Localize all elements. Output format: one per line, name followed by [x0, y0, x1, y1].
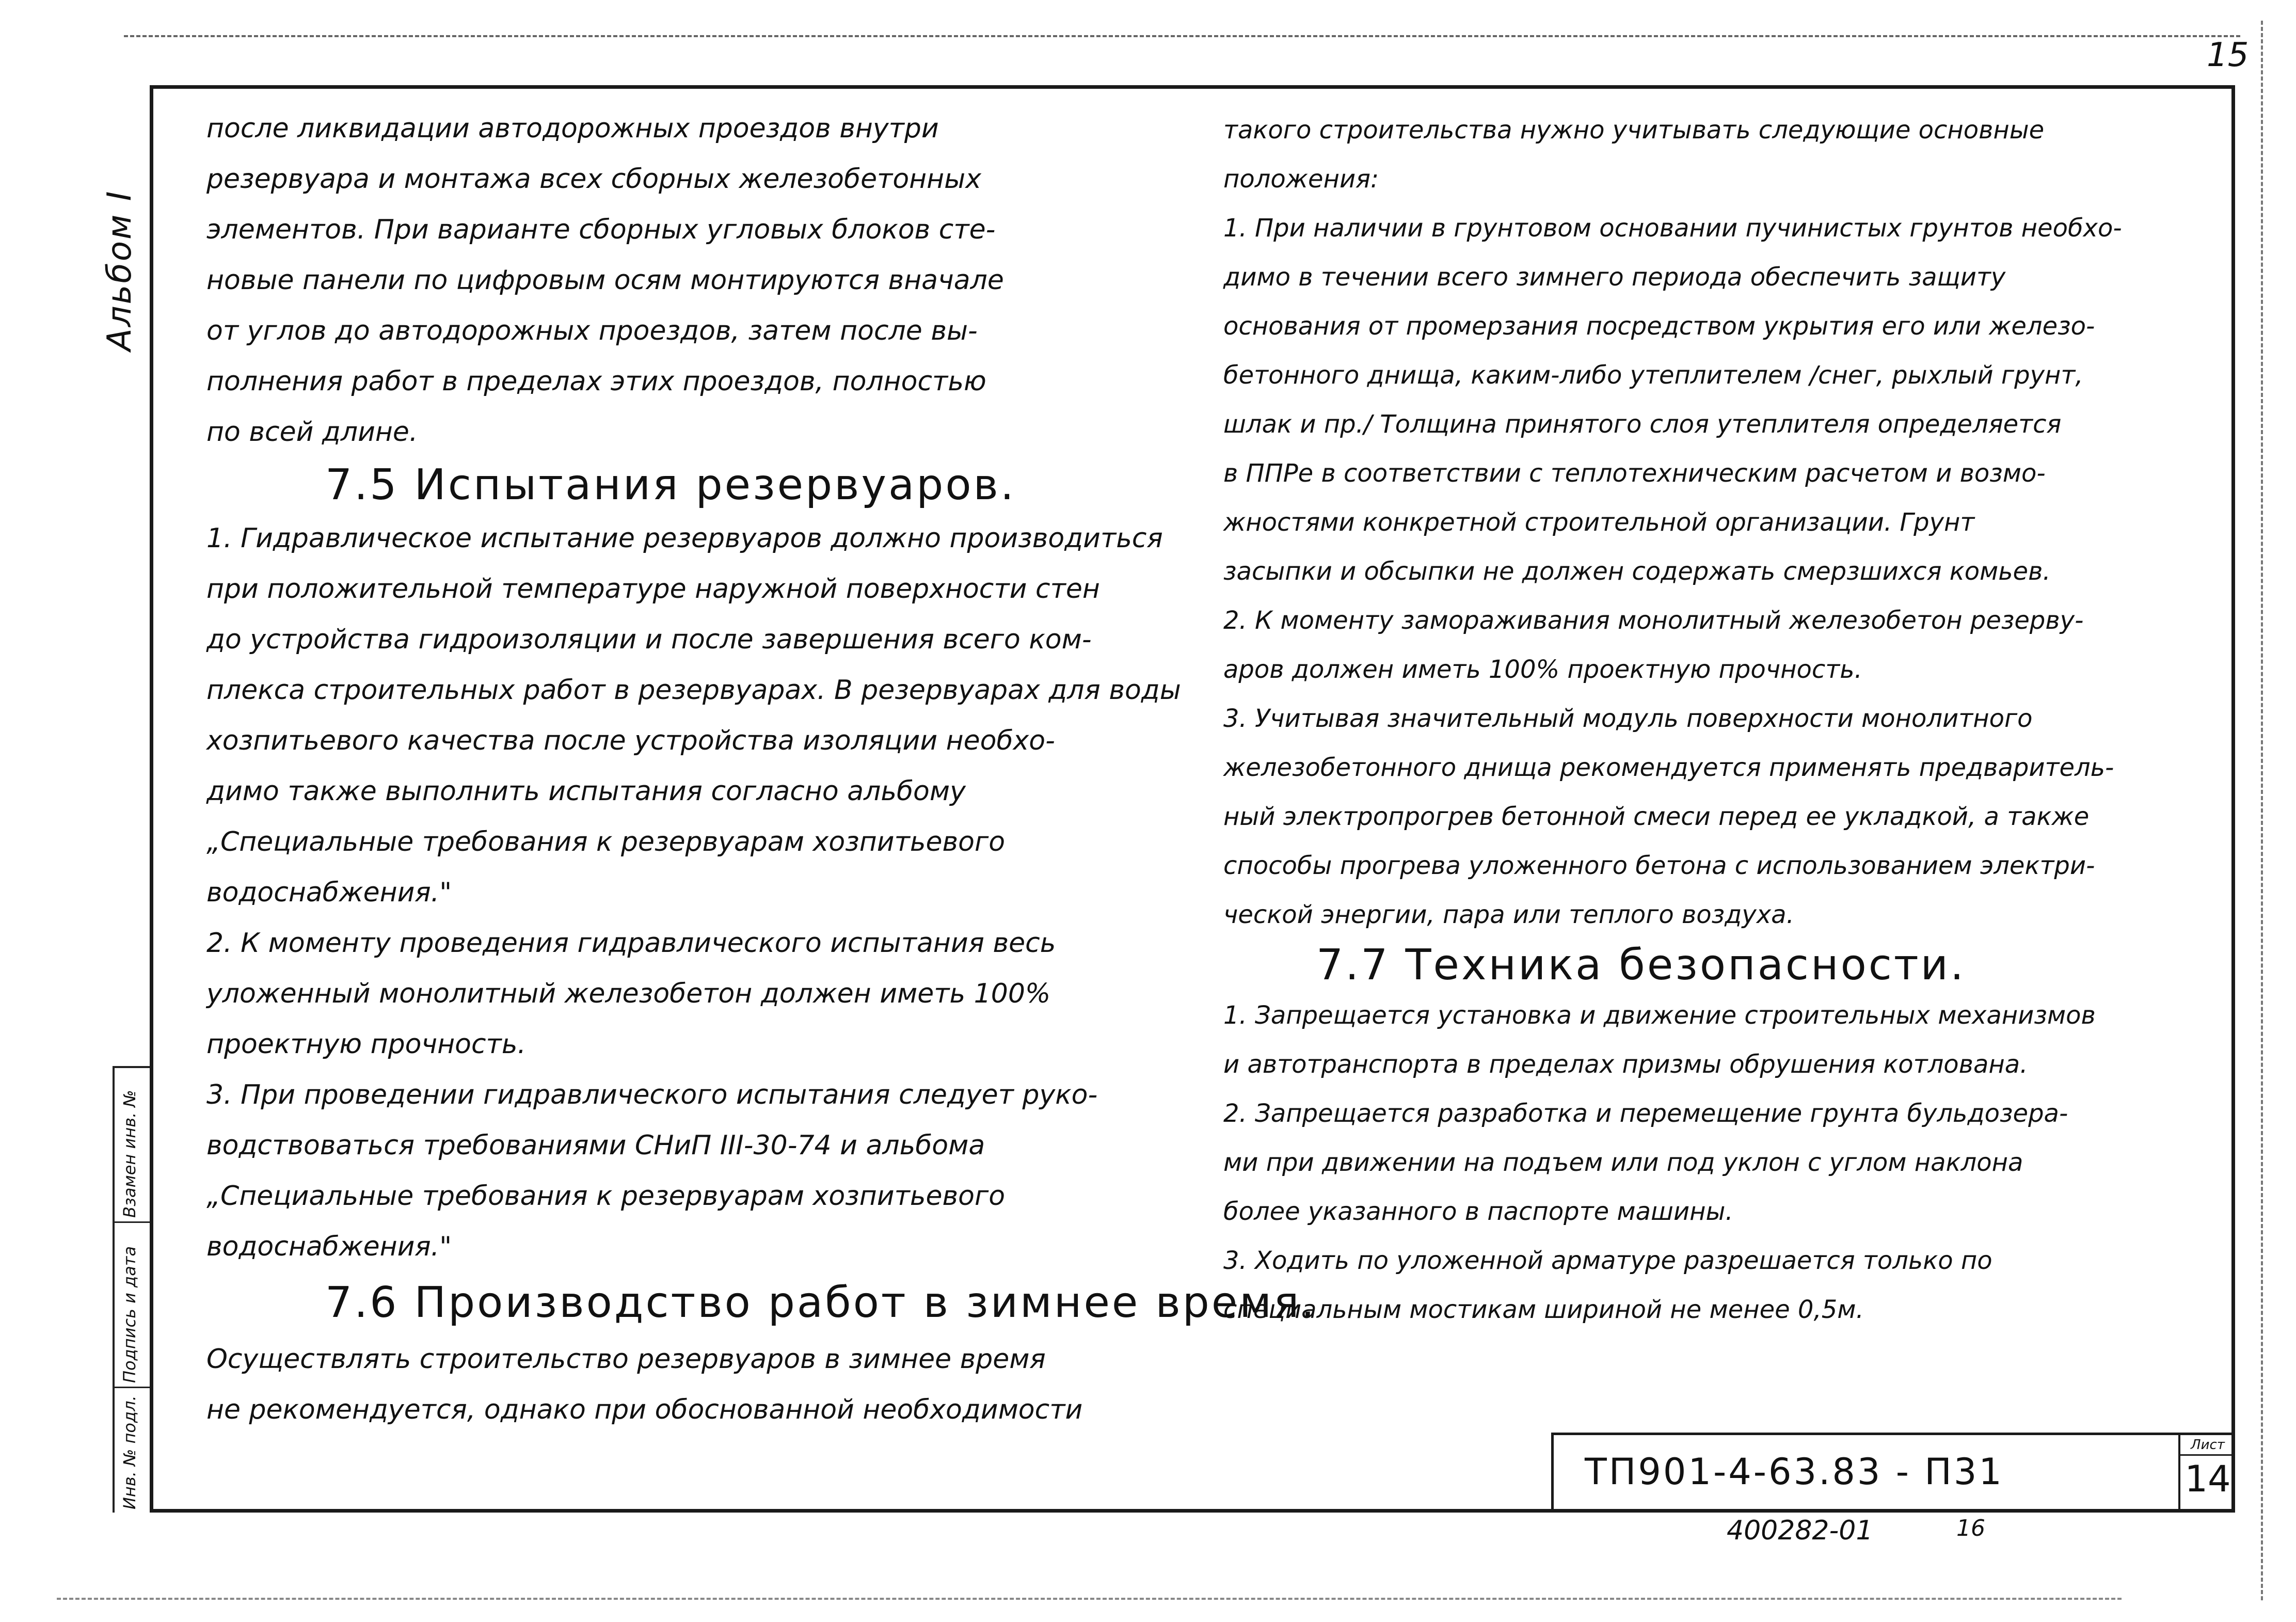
text-line: такого строительства нужно учитывать следующие основные [1223, 116, 2045, 145]
text-line: шлак и пр./ Толщина принятого слоя утеплителя определяется [1223, 410, 2062, 439]
text-line: водоснабжения." [206, 877, 452, 908]
text-line: 2. Запрещается разработка и перемещение грунта бульдозера- [1223, 1099, 2068, 1128]
text-line: новые панели по цифровым осям монтируются вначале [206, 265, 1004, 296]
archive-number: 400282-01 [1727, 1515, 1873, 1546]
stamp-box [113, 1066, 150, 1513]
text-line: 2. К моменту замораживания монолитный железобетон резерву- [1223, 606, 2084, 635]
bottom-cut-line [57, 1598, 2122, 1600]
text-line: 2. К моменту проведения гидравлического испытания весь [206, 928, 1056, 959]
text-line: водствоваться требованиями СНиП III-30-74 и альбома [206, 1130, 985, 1161]
text-line: не рекомендуется, однако при обоснованной необходимости [206, 1394, 1083, 1425]
text-line: засыпки и обсыпки не должен содержать смерзшихся комьев. [1223, 557, 2051, 586]
text-line: при положительной температуре наружной поверхности стен [206, 574, 1100, 605]
text-line: ми при движении на подъем или под уклон с углом наклона [1223, 1148, 2023, 1177]
text-line: ный электропрогрев бетонной смеси перед ее укладкой, а также [1223, 802, 2090, 831]
text-line: способы прогрева уложенного бетона с использованием электри- [1223, 851, 2095, 880]
archive-sub-number: 16 [1956, 1515, 1985, 1541]
text-line: и автотранспорта в пределах призмы обрушения котлована. [1223, 1050, 2028, 1079]
title-block [1551, 1433, 2235, 1513]
sheet-label: Лист [2180, 1435, 2235, 1456]
text-line: димо в течении всего зимнего периода обеспечить защиту [1223, 263, 2006, 292]
text-line: после ликвидации автодорожных проездов внутри [206, 113, 939, 144]
text-line: проектную прочность. [206, 1029, 526, 1060]
text-line: 1. Гидравлическое испытание резервуаров должно производиться [206, 523, 1163, 554]
right-text-column [1223, 106, 2194, 1334]
stamp-cell-signature-date: Подпись и дата [115, 1223, 150, 1388]
text-line: 3. Учитывая значительный модуль поверхности монолитного [1223, 704, 2033, 733]
text-line: по всей длине. [206, 417, 418, 448]
text-line: ческой энергии, пара или теплого воздуха. [1223, 900, 1794, 929]
album-label: Альбом I [101, 189, 139, 351]
section-heading: 7.5 Испытания резервуаров. [325, 460, 1016, 510]
text-line: до устройства гидроизоляции и после завершения всего ком- [206, 624, 1092, 655]
text-line: „Специальные требования к резервуарам хозпитьевого [206, 826, 1006, 857]
text-line: Осуществлять строительство резервуаров в зимнее время [206, 1344, 1046, 1375]
text-line: водоснабжения." [206, 1231, 452, 1262]
text-line: 1. Запрещается установка и движение строительных механизмов [1223, 1001, 2096, 1030]
text-line: от углов до автодорожных проездов, затем после вы- [206, 315, 978, 346]
text-line: „Специальные требования к резервуарам хозпитьевого [206, 1181, 1006, 1212]
text-line: хозпитьевого качества после устройства изоляции необхо- [206, 725, 1055, 756]
section-heading: 7.7 Техника безопасности. [1316, 941, 1966, 990]
text-line: основания от промерзания посредством укрытия его или железо- [1223, 312, 2095, 341]
page-number: 15 [2207, 36, 2249, 74]
text-line: 1. При наличии в грунтовом основании пучинистых грунтов необхо- [1223, 214, 2122, 243]
sheet-number: 14 [2185, 1458, 2231, 1500]
text-line: резервуара и монтажа всех сборных железобетонных [206, 164, 981, 195]
stamp-cell-inv-original [115, 1388, 150, 1515]
text-line: 3. Ходить по уложенной арматуре разрешается только по [1223, 1246, 1992, 1275]
text-line: 3. При проведении гидравлического испытания следует руко- [206, 1079, 1098, 1110]
text-line: в ППРе в соответствии с теплотехническим расчетом и возмо- [1223, 459, 2046, 488]
text-line: плекса строительных работ в резервуарах. В резервуарах для воды [206, 675, 1181, 706]
text-line: димо также выполнить испытания согласно альбому [206, 776, 966, 807]
section-heading: 7.6 Производство работ в зимнее время. [325, 1278, 1317, 1327]
text-line: специальным мостикам шириной не менее 0,5м. [1223, 1295, 1864, 1324]
text-line: полнения работ в пределах этих проездов, полностью [206, 366, 986, 397]
text-line: положения: [1223, 165, 1379, 194]
sheet-number-box [2178, 1435, 2235, 1513]
text-line: более указанного в паспорте машины. [1223, 1197, 1733, 1226]
text-line: аров должен иметь 100% проектную прочность. [1223, 655, 1862, 684]
right-margin-line [2261, 21, 2263, 1600]
text-line: бетонного днища, каким-либо утеплителем /снег, рыхлый грунт, [1223, 361, 2083, 390]
text-line: жностями конкретной строительной организации. Грунт [1223, 508, 1975, 537]
stamp-text: Инв. № подл. [120, 1395, 139, 1509]
stamp-cell-replaced-inv: Взамен инв. № [115, 1068, 150, 1223]
text-line: уложенный монолитный железобетон должен иметь 100% [206, 978, 1051, 1009]
text-line: железобетонного днища рекомендуется применять предваритель- [1223, 753, 2114, 782]
top-cut-line [124, 35, 2240, 37]
text-line: элементов. При варианте сборных угловых блоков сте- [206, 214, 996, 245]
document-code: ТП901-4-63.83 - П31 [1585, 1451, 2004, 1493]
